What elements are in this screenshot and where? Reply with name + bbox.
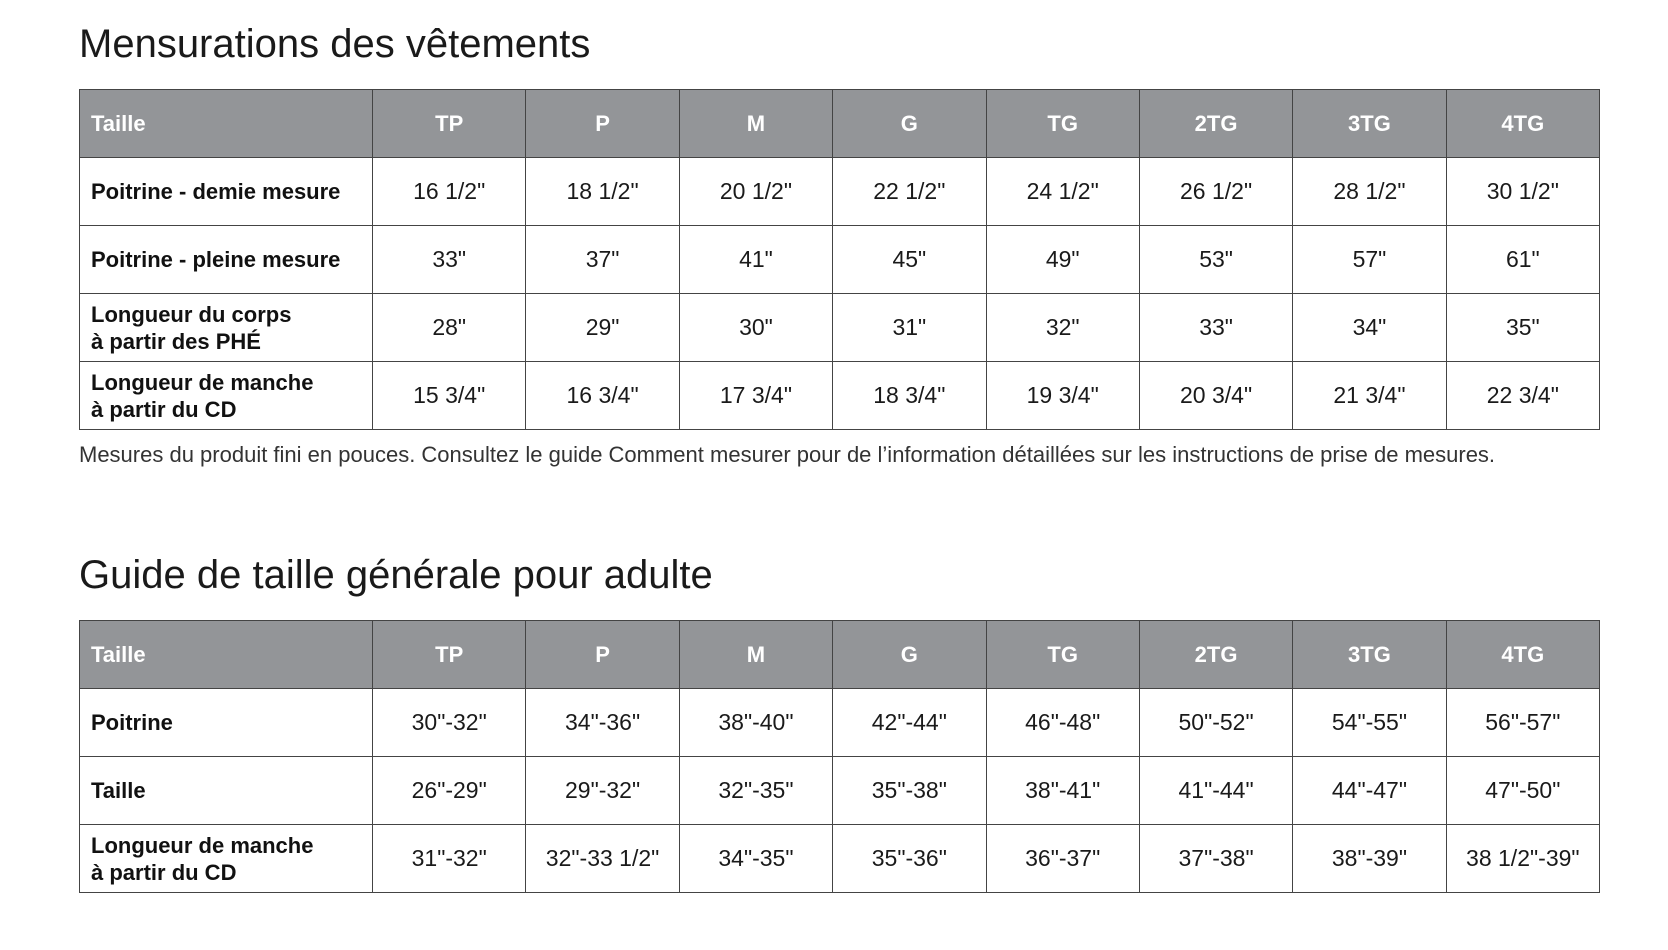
table-row xyxy=(80,757,1600,825)
table-cell: 18 1/2" xyxy=(526,158,679,226)
table-cell: 15 3/4" xyxy=(373,362,526,430)
table-cell: 35"-38" xyxy=(833,757,986,825)
table-cell: 32" xyxy=(986,294,1139,362)
row-label: Longueur de manche à partir du CD xyxy=(80,362,373,430)
table-cell: 16 3/4" xyxy=(526,362,679,430)
table-cell: 50"-52" xyxy=(1139,689,1292,757)
row-label: Poitrine - demie mesure xyxy=(80,158,373,226)
table-cell: 30"-32" xyxy=(373,689,526,757)
table-cell: 46"-48" xyxy=(986,689,1139,757)
row-label: Longueur du corps à partir des PHÉ xyxy=(80,294,373,362)
row-label: Poitrine xyxy=(80,689,373,757)
header-size: 4TG xyxy=(1446,621,1599,689)
table-row xyxy=(80,158,1600,226)
garment-measurements-table xyxy=(79,89,1600,430)
measurement-note: Mesures du produit fini en pouces. Consultez le guide Comment mesurer pour de l’information détaillées sur les instructions de prise de mesures. xyxy=(79,442,1496,467)
header-label: Taille xyxy=(80,90,373,158)
table-cell: 41"-44" xyxy=(1139,757,1292,825)
table-cell: 20 1/2" xyxy=(679,158,832,226)
table-header-row xyxy=(80,90,1600,158)
adult-size-guide-table xyxy=(79,620,1600,893)
row-label: Taille xyxy=(80,757,373,825)
garment-measurements-section xyxy=(79,20,1599,468)
row-label: Longueur de manche à partir du CD xyxy=(80,825,373,893)
table-row xyxy=(80,294,1600,362)
header-size: TP xyxy=(373,90,526,158)
table-cell: 32"-35" xyxy=(679,757,832,825)
table-cell: 35"-36" xyxy=(833,825,986,893)
table-cell: 33" xyxy=(373,226,526,294)
table-cell: 30" xyxy=(679,294,832,362)
header-label: Taille xyxy=(80,621,373,689)
table-cell: 38 1/2"-39" xyxy=(1446,825,1599,893)
header-size: 2TG xyxy=(1139,621,1292,689)
header-size: TP xyxy=(373,621,526,689)
header-size: 4TG xyxy=(1446,90,1599,158)
table-cell: 29"-32" xyxy=(526,757,679,825)
table-cell: 28 1/2" xyxy=(1293,158,1446,226)
table-row xyxy=(80,362,1600,430)
table-cell: 37" xyxy=(526,226,679,294)
table-cell: 26"-29" xyxy=(373,757,526,825)
table-cell: 44"-47" xyxy=(1293,757,1446,825)
table-cell: 54"-55" xyxy=(1293,689,1446,757)
table-cell: 42"-44" xyxy=(833,689,986,757)
table-cell: 45" xyxy=(833,226,986,294)
table-cell: 18 3/4" xyxy=(833,362,986,430)
table-cell: 47"-50" xyxy=(1446,757,1599,825)
table-row xyxy=(80,226,1600,294)
table-cell: 22 1/2" xyxy=(833,158,986,226)
table-cell: 22 3/4" xyxy=(1446,362,1599,430)
table-cell: 34"-35" xyxy=(679,825,832,893)
header-size: M xyxy=(679,90,832,158)
table-cell: 61" xyxy=(1446,226,1599,294)
table-cell: 21 3/4" xyxy=(1293,362,1446,430)
table-row xyxy=(80,825,1600,893)
table-cell: 17 3/4" xyxy=(679,362,832,430)
adult-size-guide-title: Guide de taille générale pour adulte xyxy=(79,553,713,597)
header-size: G xyxy=(833,90,986,158)
header-size: P xyxy=(526,90,679,158)
table-cell: 34"-36" xyxy=(526,689,679,757)
garment-measurements-title: Mensurations des vêtements xyxy=(79,22,591,66)
adult-size-guide-section xyxy=(79,551,1599,893)
table-cell: 28" xyxy=(373,294,526,362)
table-cell: 38"-41" xyxy=(986,757,1139,825)
table-cell: 31" xyxy=(833,294,986,362)
table-cell: 19 3/4" xyxy=(986,362,1139,430)
table-cell: 56"-57" xyxy=(1446,689,1599,757)
table-header-row xyxy=(80,621,1600,689)
table-row xyxy=(80,689,1600,757)
row-label: Poitrine - pleine mesure xyxy=(80,226,373,294)
header-size: 2TG xyxy=(1139,90,1292,158)
table-cell: 26 1/2" xyxy=(1139,158,1292,226)
table-cell: 33" xyxy=(1139,294,1292,362)
table-cell: 35" xyxy=(1446,294,1599,362)
table-cell: 31"-32" xyxy=(373,825,526,893)
table-cell: 53" xyxy=(1139,226,1292,294)
table-cell: 49" xyxy=(986,226,1139,294)
header-size: M xyxy=(679,621,832,689)
header-size: TG xyxy=(986,90,1139,158)
table-cell: 30 1/2" xyxy=(1446,158,1599,226)
table-cell: 37"-38" xyxy=(1139,825,1292,893)
table-cell: 29" xyxy=(526,294,679,362)
table-cell: 24 1/2" xyxy=(986,158,1139,226)
table-cell: 57" xyxy=(1293,226,1446,294)
header-size: P xyxy=(526,621,679,689)
table-cell: 38"-40" xyxy=(679,689,832,757)
header-size: TG xyxy=(986,621,1139,689)
header-size: 3TG xyxy=(1293,90,1446,158)
header-size: G xyxy=(833,621,986,689)
table-cell: 36"-37" xyxy=(986,825,1139,893)
header-size: 3TG xyxy=(1293,621,1446,689)
table-cell: 16 1/2" xyxy=(373,158,526,226)
table-cell: 34" xyxy=(1293,294,1446,362)
table-cell: 20 3/4" xyxy=(1139,362,1292,430)
table-cell: 41" xyxy=(679,226,832,294)
table-cell: 38"-39" xyxy=(1293,825,1446,893)
table-cell: 32"-33 1/2" xyxy=(526,825,679,893)
